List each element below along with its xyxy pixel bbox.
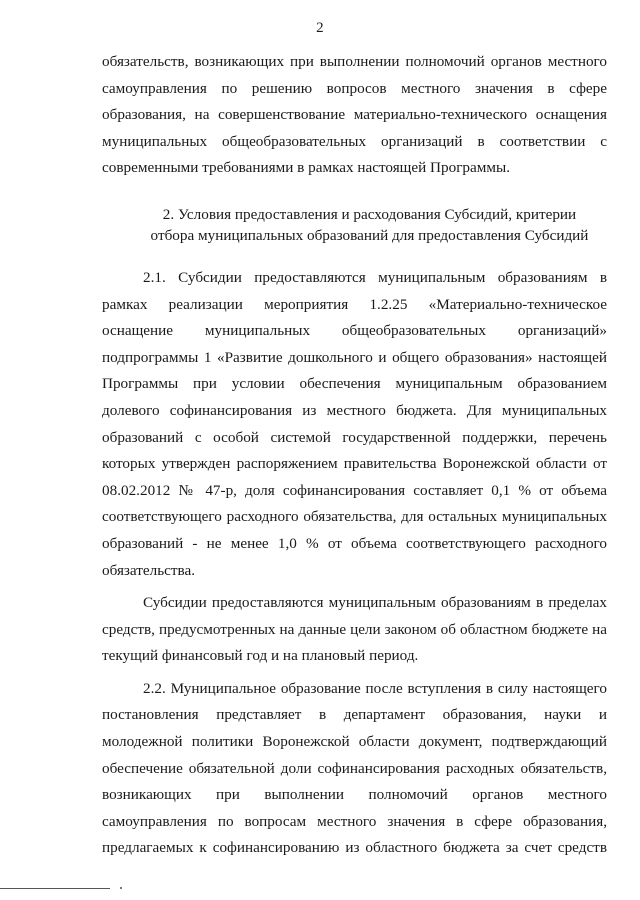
paragraph-line: молодежной политики Воронежской области документ, подтверждающий bbox=[102, 733, 607, 751]
intro-line: самоуправления по решению вопросов местного значения в сфере bbox=[102, 79, 607, 97]
paragraph-line: возникающих при выполнении полномочий органов местного bbox=[102, 786, 607, 804]
paragraph-line: Субсидии предоставляются муниципальным образованиям в пределах bbox=[143, 594, 607, 612]
paragraph-line: 08.02.2012 № 47-р, доля софинансирования составляет 0,1 % от объема bbox=[102, 481, 607, 499]
document-body bbox=[102, 49, 607, 862]
page-number: 2 bbox=[316, 20, 324, 36]
intro-line: муниципальных общеобразовательных организаций в соответствии с bbox=[102, 132, 607, 150]
intro-line: современными требованиями в рамках настоящей Программы. bbox=[102, 159, 510, 177]
section-heading-line-1: 2. Условия предоставления и расходования Субсидий, критерии bbox=[162, 205, 577, 223]
paragraph-line: образований - не менее 1,0 % от объема соответствующего расходного bbox=[102, 534, 607, 552]
paragraph-line: 2.1. Субсидии предоставляются муниципальным образованиям в bbox=[143, 268, 607, 286]
paragraph-line: образований с особой системой государственной поддержки, перечень bbox=[102, 428, 607, 446]
paragraph-line: которых утвержден распоряжением правительства Воронежской области от bbox=[102, 455, 607, 473]
paragraph-line: обеспечение обязательной доли софинансирования расходных обязательств, bbox=[102, 759, 607, 777]
paragraph-2-1 bbox=[102, 265, 607, 584]
paragraph-line: текущий финансовый год и на плановый период. bbox=[102, 647, 419, 665]
section-heading-line-2: отбора муниципальных образований для предоставления Субсидий bbox=[150, 226, 589, 244]
paragraph-subsidies bbox=[102, 590, 607, 670]
footer-rule bbox=[0, 888, 110, 889]
paragraph-line: оснащение муниципальных общеобразовательных организаций» bbox=[102, 322, 607, 340]
paragraph-line: соответствующего расходного обязательства, для остальных муниципальных bbox=[102, 508, 607, 526]
paragraph-2-2 bbox=[102, 676, 607, 862]
intro-paragraph bbox=[102, 49, 607, 182]
section-heading bbox=[102, 204, 607, 246]
paragraph-line: постановления представляет в департамент образования, науки и bbox=[102, 706, 607, 724]
paragraph-line: 2.2. Муниципальное образование после вступления в силу настоящего bbox=[143, 679, 607, 697]
intro-line: образования, на совершенствование материально-технического оснащения bbox=[102, 106, 607, 124]
paragraph-line: подпрограммы 1 «Развитие дошкольного и общего образования» настоящей bbox=[102, 348, 607, 366]
intro-line: обязательств, возникающих при выполнении полномочий органов местного bbox=[102, 53, 607, 70]
paragraph-line: долевого софинансирования из местного бюджета. Для муниципальных bbox=[102, 401, 607, 419]
scan-dot bbox=[120, 887, 122, 889]
paragraph-line: средств, предусмотренных на данные цели законом об областном бюджете на bbox=[102, 620, 607, 638]
paragraph-line: самоуправления по вопросам местного значения в сфере образования, bbox=[102, 812, 607, 830]
paragraph-line: предлагаемых к софинансированию из областного бюджета за счет средств bbox=[102, 839, 607, 857]
paragraph-line: рамках реализации мероприятия 1.2.25 «Материально-техническое bbox=[102, 295, 607, 313]
paragraph-line: обязательства. bbox=[102, 561, 196, 579]
paragraph-line: Программы при условии обеспечения муниципальным образованием bbox=[102, 375, 607, 393]
